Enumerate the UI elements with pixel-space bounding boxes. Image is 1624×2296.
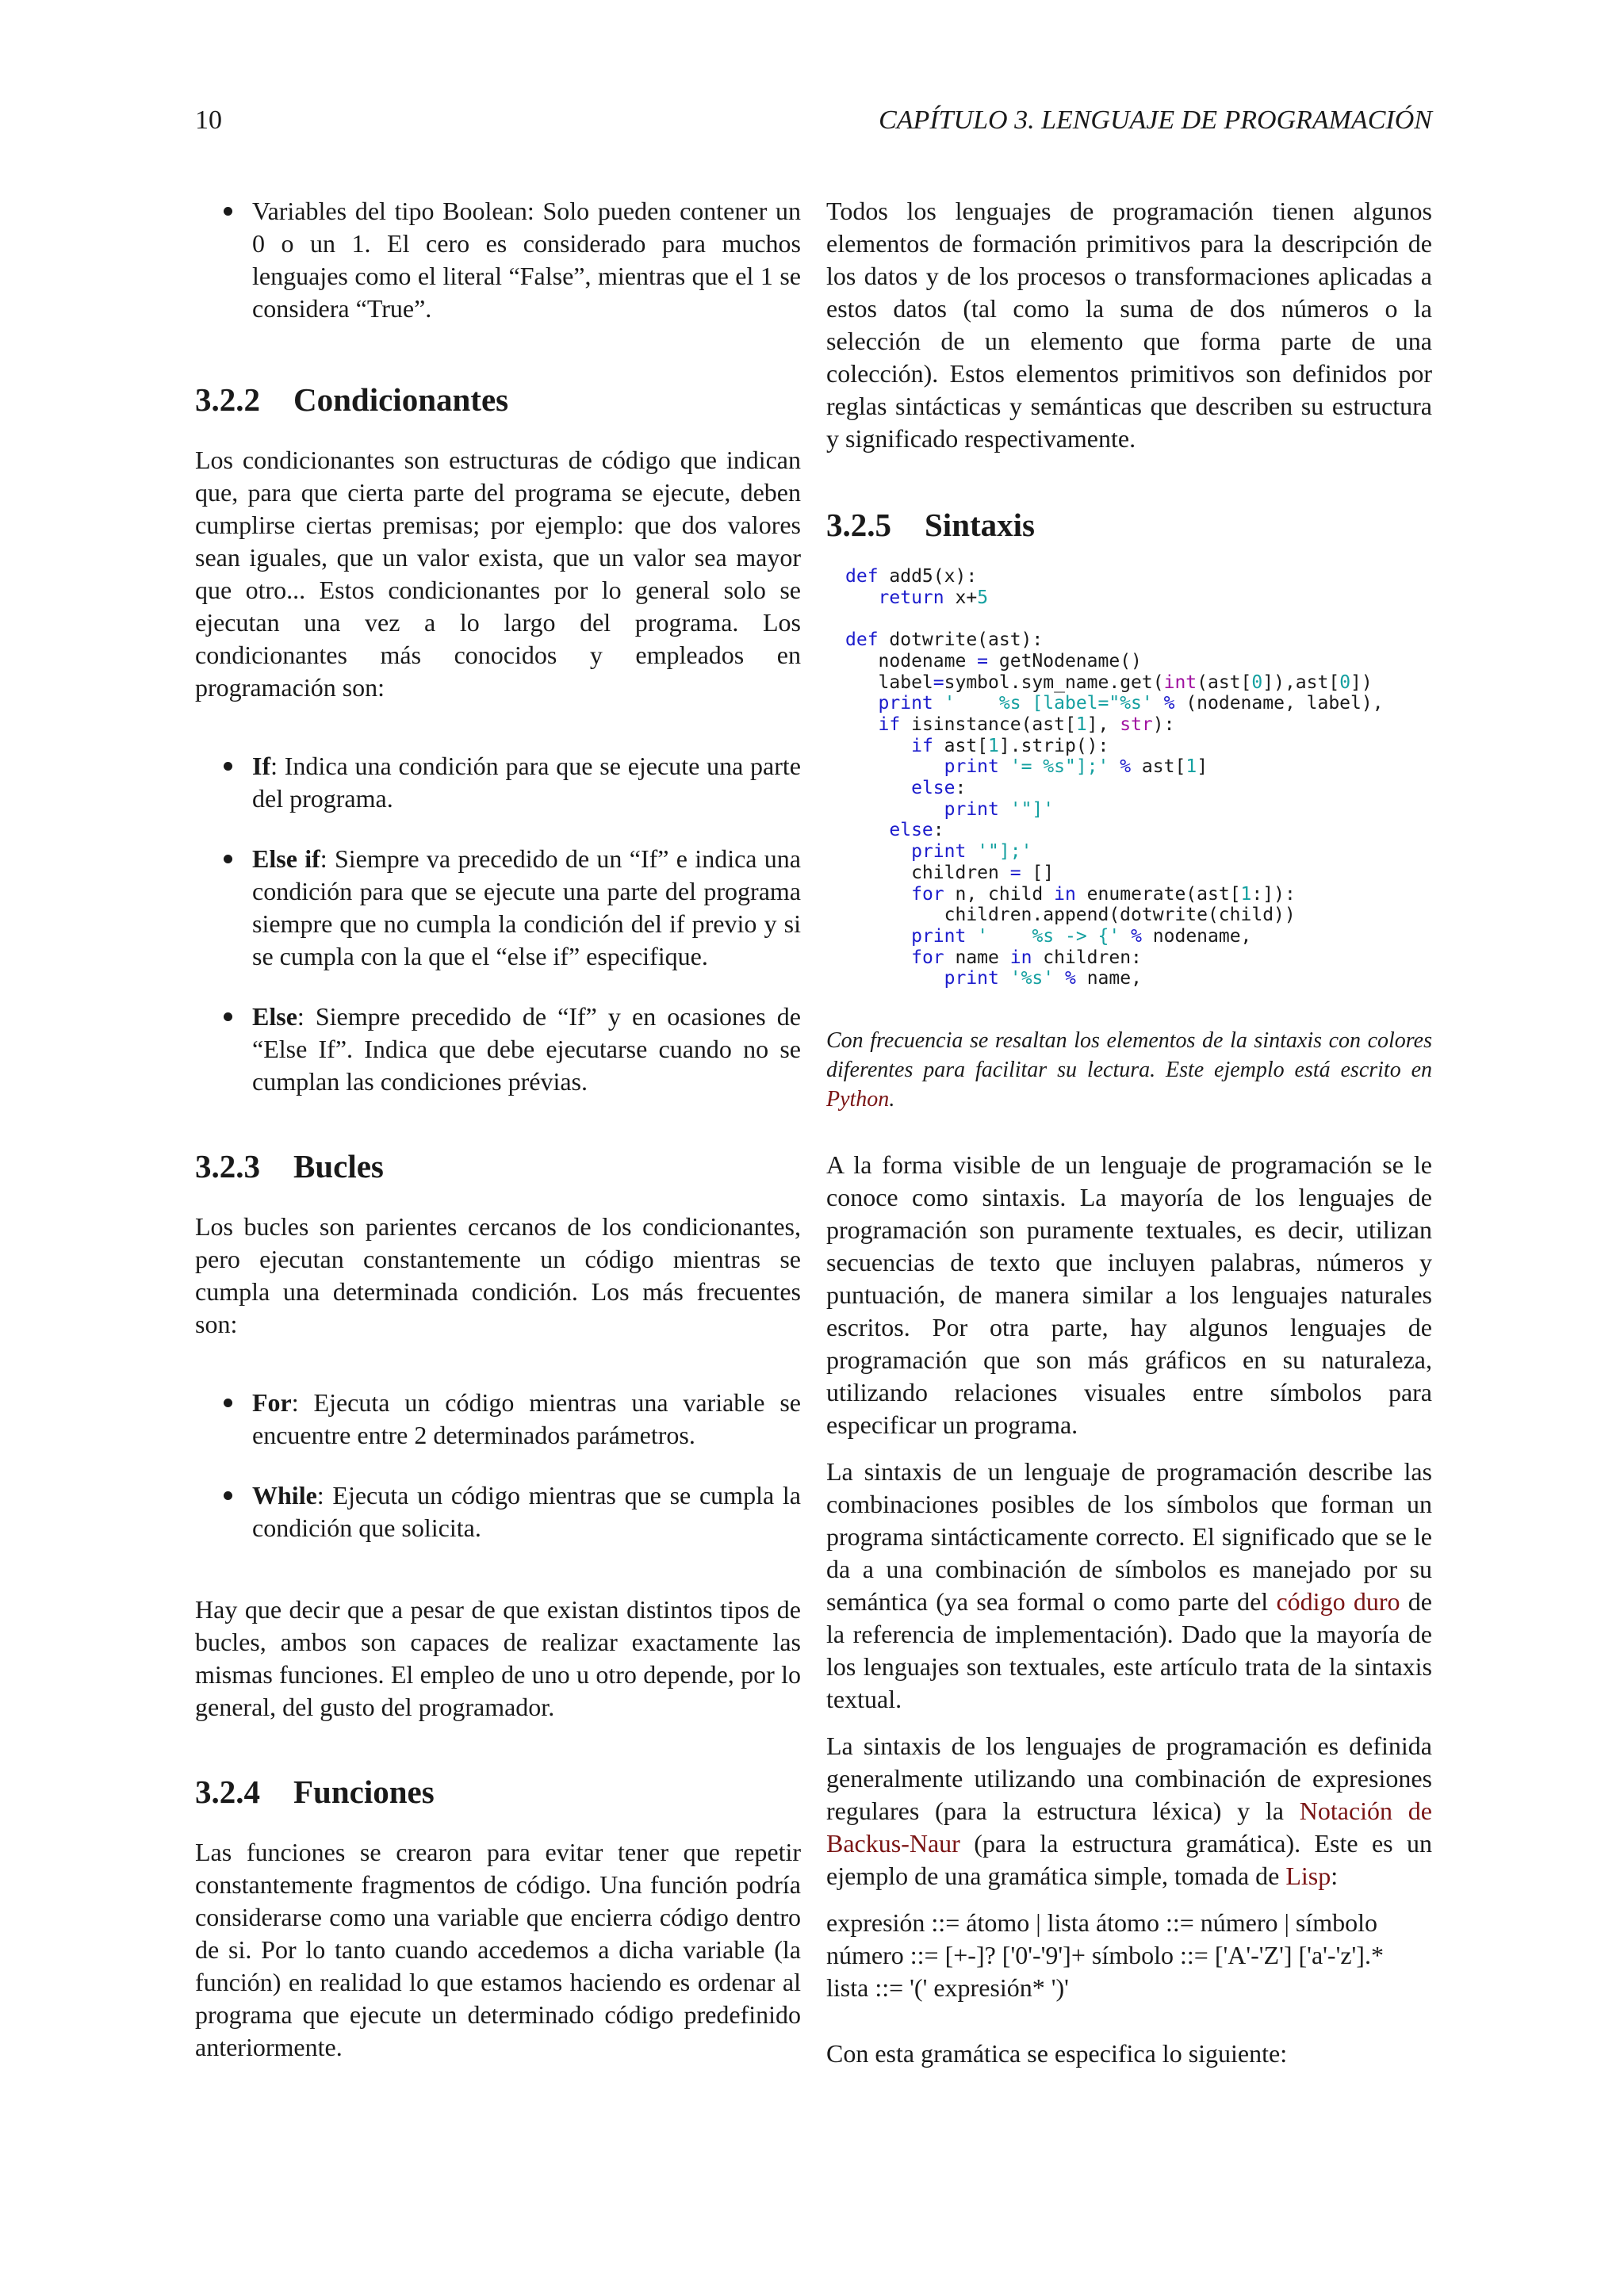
section-number: 3.2.4 (195, 1774, 260, 1810)
code-line: label=symbol.sym_name.get(int(ast[0]),ast[0]) (845, 672, 1373, 693)
section-heading (195, 1771, 801, 1812)
bullet-icon (224, 207, 232, 216)
paragraph: Con esta gramática se especifica lo siguiente: (826, 2039, 1288, 2068)
bullet-icon (224, 1399, 232, 1407)
list-item (195, 843, 801, 973)
section-title: Condicionantes (293, 381, 509, 418)
loops-list (195, 1387, 801, 1544)
lisp-link[interactable]: Lisp (1285, 1862, 1331, 1891)
code-line: if ast[1].strip(): (911, 735, 1109, 756)
bullet-icon (224, 1012, 232, 1021)
list-item-term: Else if (252, 844, 320, 873)
bullet-icon (224, 1491, 232, 1500)
code-line: return x+5 (878, 587, 989, 608)
running-header (195, 100, 1432, 141)
paragraph: La sintaxis de un lenguaje de programación describe las combinaciones posibles de los símbolos que forman un programa sintácticamente correcto. El significado que se le da a una combinación de símbolos es manejado por su semántica (ya sea formal o como parte del código duro de la referencia de implementación). Dado que la mayoría de los lenguajes son textuales, este artículo trata de la sintaxis textual. (826, 1457, 1433, 1714)
list-item (195, 1387, 801, 1452)
paragraph: Las funciones se crearon para evitar tener que repetir constantemente fragmentos de código. Una función podría considerarse como una variable que encierra código dentro de si. Por lo tanto cuando accedemos a dicha variable (la función) en realidad lo que estamos haciendo es ordenar al programa que ejecute un determinado código predefinido anteriormente. (195, 1838, 801, 2061)
code-line: children.append(dotwrite(child)) (845, 905, 1296, 926)
page-number: 10 (195, 105, 222, 135)
code-line: print ' %s -> {' % nodename, (911, 925, 1252, 947)
list-item (195, 1479, 801, 1544)
section-heading (195, 1146, 801, 1187)
boolean-list (195, 195, 801, 325)
codigo-duro-link[interactable]: código duro (1276, 1587, 1400, 1617)
section-title: Bucles (293, 1148, 384, 1184)
paragraph: A la forma visible de un lenguaje de programación se le conoce como sintaxis. La mayoría de los lenguajes de programación son puramente textuales, es decir, utilizan secuencias de texto que incluyen palabras, números y puntuación, de manera similar a los lenguajes naturales escritos. Por otra parte, hay algunos lenguajes de programación que son más gráficos en su naturaleza, utilizando relaciones visuales entre símbolos para especificar un programa. (826, 1150, 1432, 1440)
grammar-line: lista ::= '(' expresión* ')' (826, 1973, 1069, 2003)
list-item-text: : Ejecuta un código mientras que se cumpla la condición que solicita. (252, 1481, 801, 1542)
right-column (826, 195, 1432, 2070)
code-line: else: (889, 820, 944, 841)
grammar-block (826, 1907, 1432, 2004)
code-line: for n, child in enumerate(ast[1:]): (911, 883, 1296, 905)
section-title: Sintaxis (925, 507, 1035, 543)
section-number: 3.2.2 (195, 381, 260, 418)
list-item-term: Else (252, 1002, 297, 1031)
grammar-line: número ::= [+-]? ['0'-'9']+ símbolo ::= ['A'-'Z'] ['a'-'z'].* (826, 1941, 1384, 1970)
list-item-text: Variables del tipo Boolean: Solo pueden contener un 0 o un 1. El cero es considerado para muchos lenguajes como el literal “False”, mientras que el 1 se considera “True”. (252, 197, 801, 323)
code-line: children = [] (845, 862, 1055, 883)
code-line: nodename = getNodename() (845, 650, 1142, 672)
bullet-icon (224, 855, 232, 863)
paragraph: Los bucles son parientes cercanos de los condicionantes, pero ejecutan constantemente un código mientras se cumpla una determinada condición. Los más frecuentes son: (195, 1212, 801, 1338)
section-heading (195, 379, 801, 420)
list-item-term: While (252, 1481, 317, 1510)
list-item (195, 1001, 801, 1098)
list-item (195, 195, 801, 325)
code-line: def dotwrite(ast): (845, 629, 1044, 651)
paragraph: Hay que decir que a pesar de que existan distintos tipos de bucles, ambos son capaces de realizar exactamente las mismas funciones. El empleo de uno u otro depende, por lo general, del gusto del programador. (195, 1595, 801, 1721)
code-sample (845, 566, 1432, 989)
code-line: else: (911, 778, 967, 799)
code-line: if isinstance(ast[1], str): (878, 714, 1175, 735)
code-line: print '= %s"];' % ast[1] (944, 756, 1208, 778)
chapter-title: CAPÍTULO 3. LENGUAJE DE PROGRAMACIÓN (879, 105, 1432, 135)
code-line: for name in children: (911, 947, 1142, 968)
code-line: print ' %s [label="%s' % (nodename, label), (878, 693, 1384, 714)
section-heading (826, 504, 1432, 545)
backus-naur-link[interactable]: Notación de Backus-Naur (826, 1797, 1432, 1858)
list-item-text: : Siempre va precedido de un “If” e indica una condición para que se ejecute una parte del programa siempre que no cumpla la condición del if previo y si se cumpla con la que el “else if” especifique. (252, 844, 802, 970)
bullet-icon (224, 762, 232, 771)
section-title: Funciones (293, 1774, 435, 1810)
list-item-term: If (252, 752, 271, 780)
list-item-text: : Ejecuta un código mientras una variable se encuentre entre 2 determinados parámetros. (252, 1388, 801, 1449)
python-link[interactable]: Python (826, 1087, 890, 1112)
code-line: def add5(x): (845, 566, 978, 587)
code-line: print '"];' (911, 841, 1032, 863)
code-line: print '"]' (944, 798, 1055, 820)
list-item-text: : Indica una condición para que se ejecute una parte del programa. (252, 752, 801, 813)
code-line (845, 608, 1432, 629)
section-number: 3.2.5 (826, 507, 891, 543)
paragraph: Todos los lenguajes de programación tienen algunos elementos de formación primitivos para la descripción de los datos y de los procesos o transformaciones aplicadas a estos datos (tal como la suma de dos números o la selección de un elemento que forma parte de una colección). Estos elementos primitivos son definidos por reglas sintácticas y semánticas que describen su estructura y significado respectivamente. (826, 197, 1432, 453)
list-item (195, 750, 801, 815)
paragraph: Los condicionantes son estructuras de código que indican que, para que cierta parte del programa se ejecute, deben cumplirse ciertas premisas; por ejemplo: que dos valores sean iguales, que un valor exista, que un valor sea mayor que otro... Estos condicionantes por lo general solo se ejecutan una vez a lo largo del programa. Los condicionantes más conocidos y empleados en programación son: (195, 446, 801, 702)
paragraph: La sintaxis de los lenguajes de programación es definida generalmente utilizando una combinación de expresiones regulares (para la estructura léxica) y la Notación de Backus-Naur (para la estructura gramática). Este es un ejemplo de una gramática simple, tomada de Lisp: (826, 1732, 1432, 1891)
figure-caption: Con frecuencia se resaltan los elementos de la sintaxis con colores diferentes para facilitar su lectura. Este ejemplo está escrito en Python. (826, 1028, 1432, 1112)
grammar-line: expresión ::= átomo | lista átomo ::= número | símbolo (826, 1908, 1378, 1938)
left-column (195, 195, 801, 2064)
section-number: 3.2.3 (195, 1148, 260, 1184)
list-item-text: : Siempre precedido de “If” y en ocasiones de “Else If”. Indica que debe ejecutarse cuando no se cumplan las condiciones prévias. (252, 1002, 801, 1096)
list-item-term: For (252, 1388, 292, 1417)
code-line: print '%s' % name, (944, 968, 1142, 989)
conditionals-list (195, 750, 801, 1098)
